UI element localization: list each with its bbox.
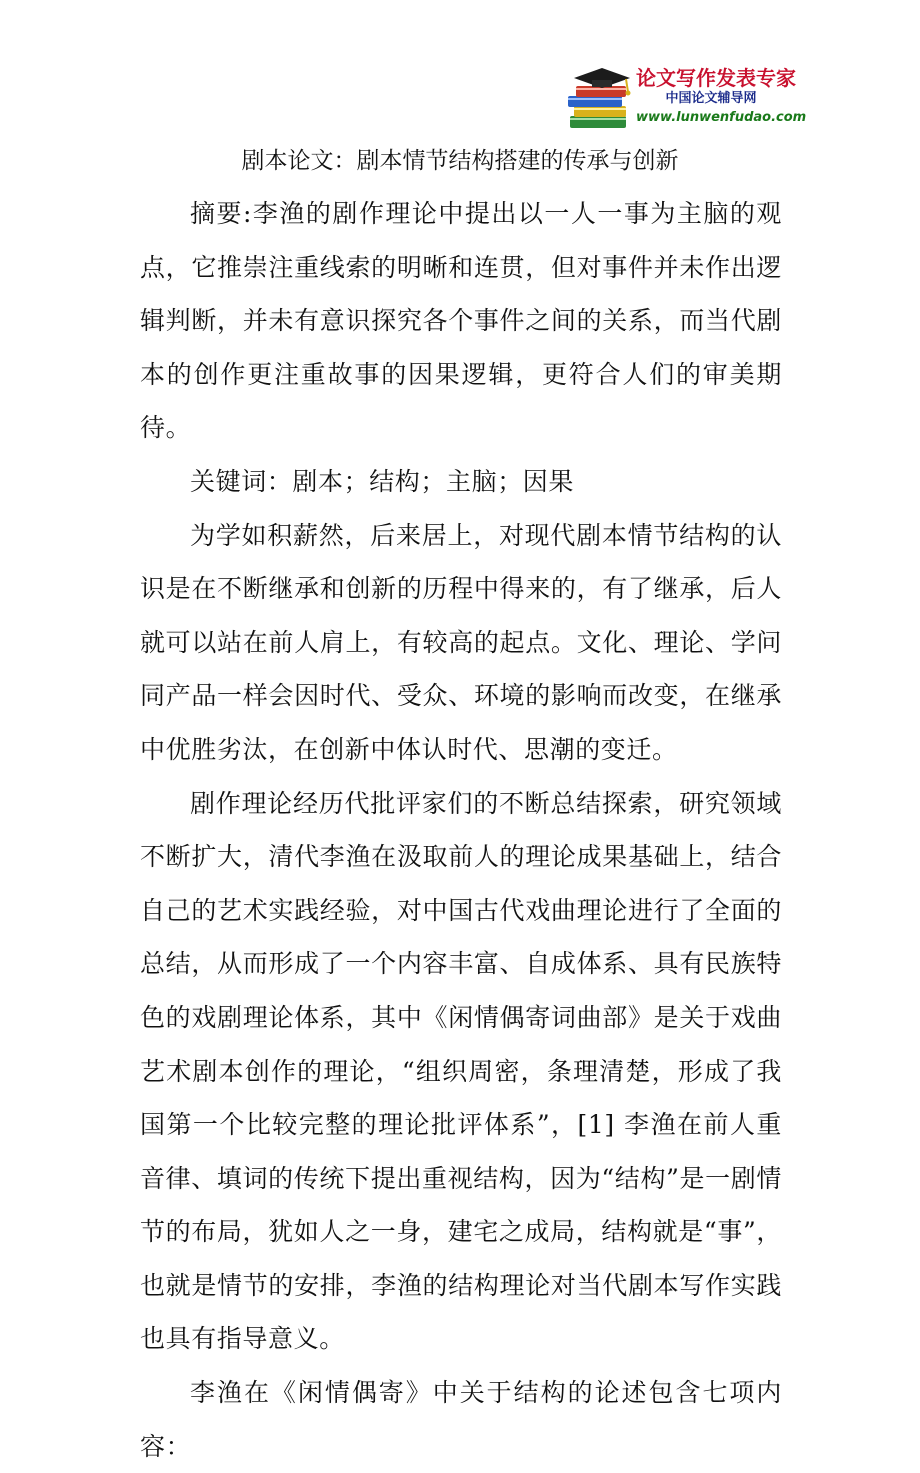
logo-main-text: 论文写作发表专家 [636, 66, 796, 90]
abstract-label: 摘要: [190, 199, 253, 228]
body-paragraph-3: 李渔在《闲情偶寄》中关于结构的论述包含七项内容： [140, 1378, 782, 1461]
logo-text [636, 66, 807, 128]
logo-sub-text: 中国论文辅导网 [665, 91, 757, 106]
site-logo [566, 64, 807, 136]
document-title: 剧本论文：剧本情节结构搭建的传承与创新 [241, 148, 679, 174]
body-paragraph-2: 剧作理论经历代批评家们的不断总结探索，研究领域不断扩大，清代李渔在汲取前人的理论成果基础上，结合自己的艺术实践经验，对中国古代戏曲理论进行了全面的总结，从而形成了一个内容丰富、自成体系、具有民族特色的戏剧理论体系，其中《闲情偶寄词曲部》是关于戏曲艺术剧本创作的理论，“组织周密，条理清楚，形成了我国第一个比较完整的理论批评体系”，[1] 李渔在前人重音律、填词的传统下提出重视结构，因为“结构”是一剧情节的布局，犹如人之一身，建宅之成局，结构就是“事”，也就是情节的安排，李渔的结构理论对当代剧本写作实践也具有指导意义。 [140, 788, 782, 1354]
document-body [140, 187, 782, 1473]
abstract-paragraph [140, 187, 782, 455]
abstract-text: 李渔的剧作理论中提出以一人一事为主脑的观点，它推崇注重线索的明晰和连贯，但对事件并未作出逻辑判断，并未有意识探究各个事件之间的关系，而当代剧本的创作更注重故事的因果逻辑，更符合人们的审美期待。 [140, 199, 782, 443]
books-graduation-cap-icon [566, 66, 636, 134]
keywords-paragraph: 关键词：剧本；结构；主脑；因果 [190, 466, 575, 496]
logo-url-text: www.lunwenfudao.com [636, 110, 807, 125]
body-paragraph-1: 为学如积薪然，后来居上，对现代剧本情节结构的认识是在不断继承和创新的历程中得来的，有了继承，后人就可以站在前人肩上，有较高的起点。文化、理论、学问同产品一样会因时代、受众、环境的影响而改变，在继承中优胜劣汰，在创新中体认时代、思潮的变迁。 [140, 520, 782, 764]
